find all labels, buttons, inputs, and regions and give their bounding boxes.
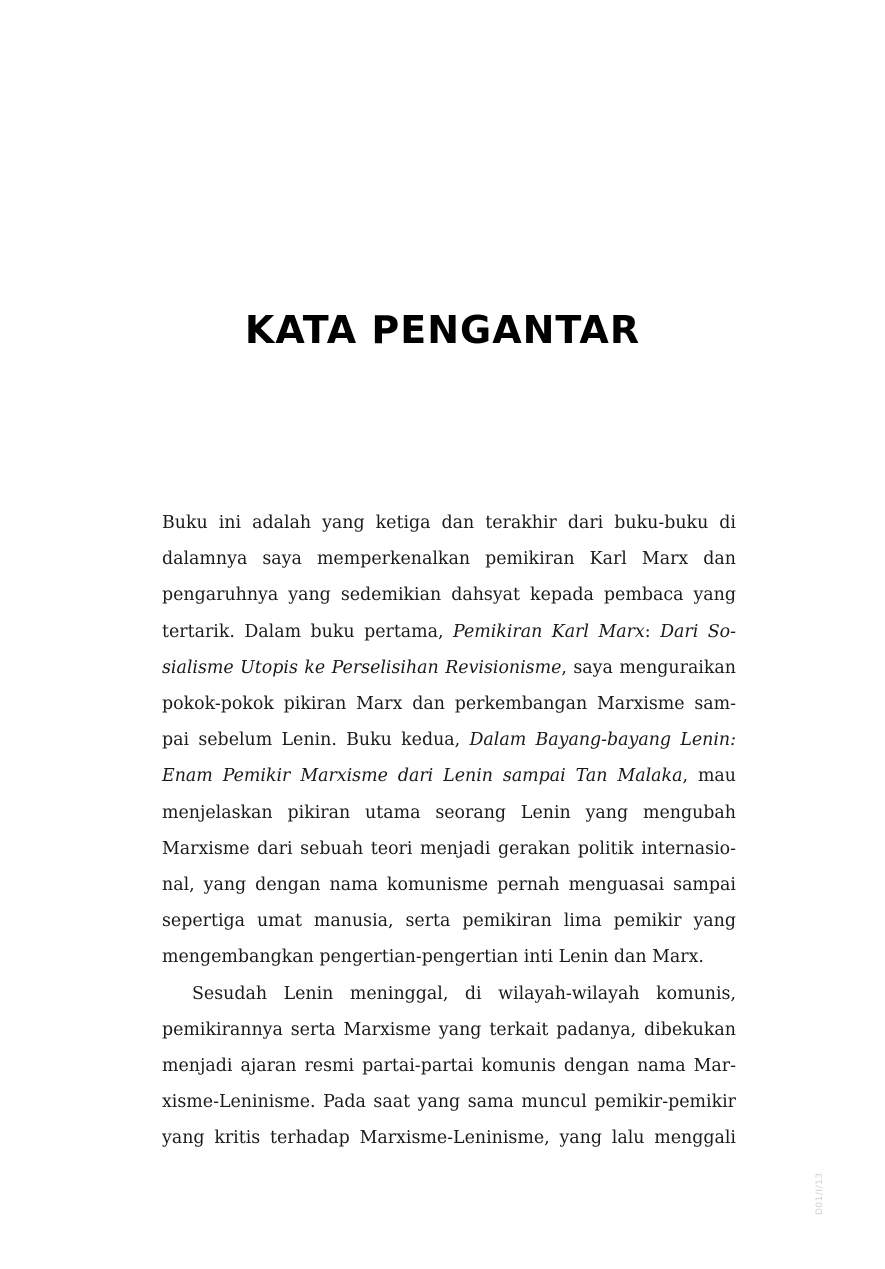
- text-line: Buku ini adalah yang ketiga dan terakhir dari buku-buku di: [162, 513, 736, 533]
- text-line: yang kritis terhadap Marxisme-Leninisme, yang lalu menggali: [162, 1128, 736, 1149]
- text-line: pokok-pokok pikiran Marx dan perkembangan Marxisme sam-: [162, 694, 736, 715]
- text-line: xisme-Leninisme. Pada saat yang sama muncul pemikir-pemikir: [162, 1092, 736, 1113]
- text-line: nal, yang dengan nama komunisme pernah menguasai sampai: [162, 875, 736, 896]
- text-line: menjelaskan pikiran utama seorang Lenin yang mengubah: [162, 802, 736, 823]
- text-line: pengaruhnya yang sedemikian dahsyat kepada pembaca yang: [162, 585, 736, 606]
- body-text: [162, 505, 736, 1157]
- book-title-italic: Dari So-: [660, 621, 736, 642]
- text-run: pai sebelum Lenin. Buku kedua,: [162, 730, 470, 751]
- text-line: [162, 614, 736, 650]
- text-line: [162, 650, 736, 686]
- text-line: [162, 758, 736, 794]
- text-line: mengembangkan pengertian-pengertian inti Lenin dan Marx.: [162, 947, 704, 968]
- text-line: dalamnya saya memperkenalkan pemikiran Karl Marx dan: [162, 549, 736, 570]
- book-title-italic: Pemikiran Karl Marx: [453, 621, 645, 642]
- side-print-code: D01/I/13: [815, 1172, 825, 1215]
- text-line: Sesudah Lenin meninggal, di wilayah-wilayah komunis,: [192, 983, 736, 1004]
- book-title-italic: sialisme Utopis ke Perselisihan Revisionisme: [162, 657, 562, 678]
- text-line: [162, 722, 736, 758]
- text-run: tertarik. Dalam buku pertama,: [162, 621, 454, 642]
- text-run: , saya menguraikan: [561, 657, 736, 678]
- text-line: pemikirannya serta Marxisme yang terkait padanya, dibekukan: [162, 1019, 736, 1040]
- page-title: KATA PENGANTAR: [244, 308, 641, 352]
- text-line: menjadi ajaran resmi partai-partai komunis dengan nama Mar-: [162, 1056, 736, 1077]
- text-line: sepertiga umat manusia, serta pemikiran lima pemikir yang: [162, 911, 736, 932]
- text-line: Marxisme dari sebuah teori menjadi gerakan politik internasio-: [162, 838, 736, 859]
- text-run: , mau: [682, 766, 736, 787]
- book-title-italic: Enam Pemikir Marxisme dari Lenin sampai Tan Malaka: [162, 766, 683, 787]
- book-title-italic: Dalam Bayang-bayang Lenin:: [469, 730, 736, 751]
- text-run: :: [644, 621, 661, 642]
